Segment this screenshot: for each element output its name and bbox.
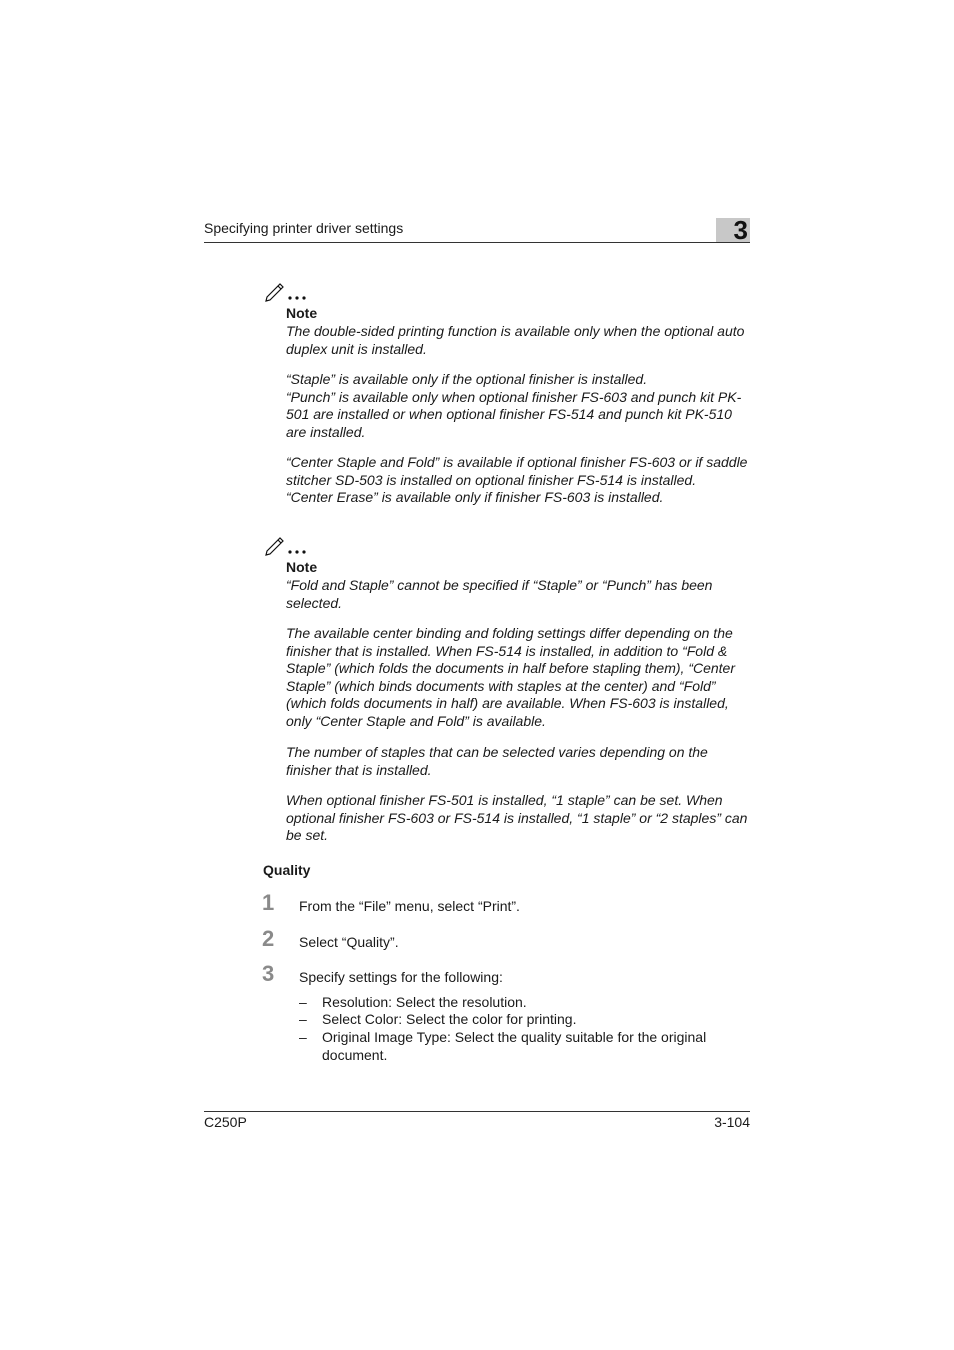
footer-model: C250P: [204, 1114, 247, 1130]
step-number: 3: [262, 961, 275, 986]
note-paragraph: The available center binding and folding settings differ depending on the finisher that is installed. When FS-514 is installed, in addition to “Fold & Staple” (which folds the documents in half before stapling them), “Center Staple” (which binds documents with staples at the center) and “Fold” (which folds documents in half) are available. When FS-603 is installed, only “Center Staple and Fold” is available.: [286, 625, 736, 729]
step-number: 2: [262, 926, 275, 951]
list-dash: –: [299, 994, 307, 1010]
step-text: From the “File” menu, select “Print”.: [299, 898, 520, 914]
chapter-badge: [716, 215, 750, 245]
footer-divider: [204, 1111, 750, 1112]
list-item: [299, 1029, 751, 1064]
header-title: Specifying printer driver settings: [204, 220, 404, 236]
list-dash: –: [299, 1011, 307, 1027]
list-item-text: Resolution: Select the resolution.: [322, 994, 527, 1010]
page-number: 3-104: [714, 1114, 750, 1130]
note-paragraph: The number of staples that can be selected varies depending on the finisher that is installed.: [286, 744, 708, 778]
header-divider: [204, 242, 750, 243]
note-paragraph: The double-sided printing function is available only when the optional auto duplex unit is installed.: [286, 323, 745, 357]
note-paragraph: “Staple” is available only if the optional finisher is installed. “Punch” is available only when optional finisher FS-603 and punch kit PK-501 are installed or when optional finisher FS-514 and punch kit PK-510 are installed.: [286, 371, 742, 440]
section-heading: Quality: [263, 862, 311, 878]
pencil-icon: [264, 533, 312, 557]
step-number: 1: [262, 890, 275, 915]
list-item-text: Select Color: Select the color for printing.: [322, 1011, 577, 1027]
chapter-number: 3: [733, 215, 748, 245]
list-item-text: Original Image Type: Select the quality suitable for the original document.: [322, 1029, 707, 1063]
list-item: [299, 994, 751, 1012]
step-text: Specify settings for the following:: [299, 969, 503, 985]
list-dash: –: [299, 1029, 307, 1045]
list-item: [299, 1011, 751, 1029]
pencil-icon: [264, 279, 312, 303]
note-paragraph: “Fold and Staple” cannot be specified if “Staple” or “Punch” has been selected.: [286, 577, 713, 611]
step-text: Select “Quality”.: [299, 934, 399, 950]
note-label: Note: [286, 305, 318, 321]
note-label: Note: [286, 559, 318, 575]
note-paragraph: “Center Staple and Fold” is available if optional finisher FS-603 or if saddle stitcher SD-503 is installed on optional finisher FS-514 is installed. “Center Erase” is available only if finisher FS-603 is installed.: [286, 454, 748, 506]
note-paragraph: When optional finisher FS-501 is installed, “1 staple” can be set. When optional finisher FS-603 or FS-514 is installed, “1 staple” or “2 staples” can be set.: [286, 792, 748, 844]
